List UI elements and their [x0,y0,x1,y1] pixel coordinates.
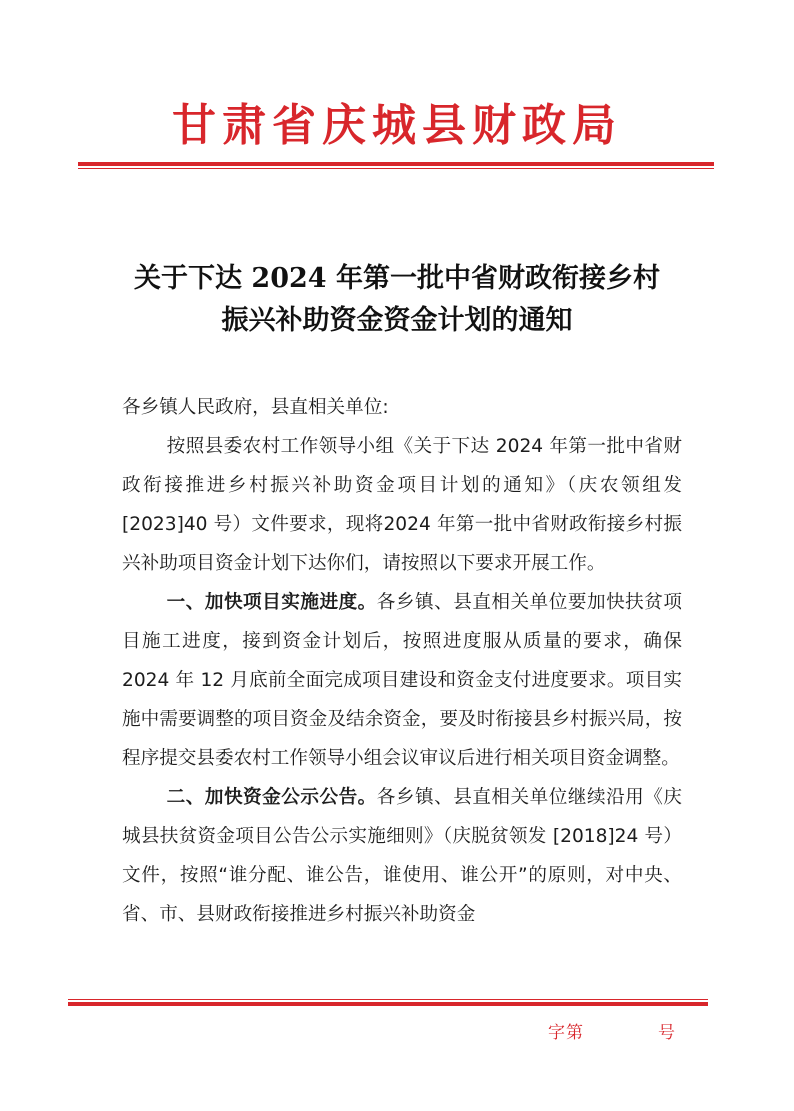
footer-rule-thick [68,1002,708,1006]
section-2-heading: 二、加快资金公示公告。 [166,787,377,808]
footer-document-number-label: 字第 [548,1023,584,1043]
section-1-paragraph [122,583,682,778]
letterhead-rule-thin [78,168,714,169]
letterhead-rule-thick [78,162,714,166]
section-1-heading: 一、加快项目实施进度。 [166,592,377,613]
section-1-text: 各乡镇、县直相关单位要加快扶贫项目施工进度，接到资金计划后，按照进度服从质量的要求，确保 2024 年 12 月底前全面完成项目建设和资金支付进度要求。项目实施中需要调整的项目资金及结余资金，要及时衔接县乡村振兴局，按程序提交县委农村工作领导小组会议审议后进行相关项目资金调整。 [122,592,682,769]
intro-paragraph: 按照县委农村工作领导小组《关于下达 2024 年第一批中省财政衔接推进乡村振兴补助资金项目计划的通知》（庆农领组发 [2023]40 号）文件要求，现将2024 年第一批中省财政衔接乡村振兴补助项目资金计划下达你们，请按照以下要求开展工作。 [122,436,682,574]
letterhead-org-name: 甘肃省庆城县财政局 [172,100,622,151]
document-title-line-1: 关于下达 2024 年第一批中省财政衔接乡村 [134,263,660,294]
document-body [122,388,682,934]
section-2-paragraph [122,778,682,934]
section-2-text: 各乡镇、县直相关单位继续沿用《庆城县扶贫资金项目公告公示实施细则》（庆脱贫领发 [2018]24 号）文件，按照“谁分配、谁公告，谁使用、谁公开”的原则，对中央、省、市、县财政衔接推进乡村振兴补助资金 [122,787,682,925]
document-title [60,258,734,342]
footer-number-suffix: 号 [658,1023,675,1043]
salutation: 各乡镇人民政府，县直相关单位: [122,397,389,418]
document-title-line-2: 振兴补助资金资金计划的通知 [221,305,573,336]
footer-rule-thin [68,999,708,1000]
